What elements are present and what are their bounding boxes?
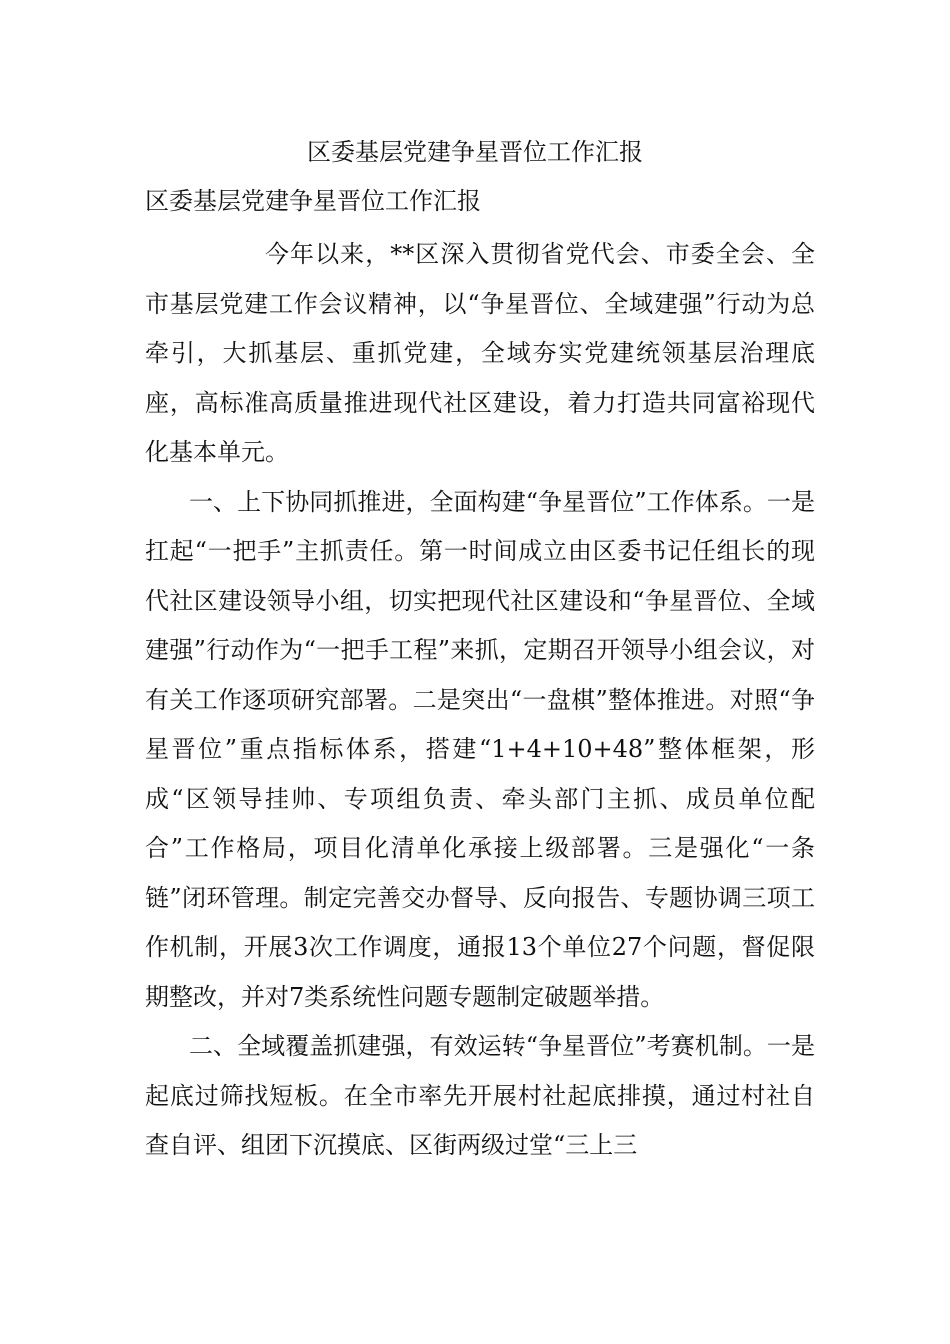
document-body [145, 230, 815, 1171]
document-subtitle: 区委基层党建争星晋位工作汇报 [145, 187, 481, 215]
paragraph-section-two: 二、全域覆盖抓建强，有效运转“争星晋位”考赛机制。一是起底过筛找短板。在全市率先开展村社起底排摸，通过村社自查自评、组团下沉摸底、区街两级过堂“三上三 [145, 1032, 815, 1159]
paragraph-section-one: 一、上下协同抓推进，全面构建“争星晋位”工作体系。一是扛起“一把手”主抓责任。第一时间成立由区委书记任组长的现代社区建设领导小组，切实把现代社区建设和“争星晋位、全域建强”行动作为“一把手工程”来抓，定期召开领导小组会议，对有关工作逐项研究部署。二是突出“一盘棋”整体推进。对照“争星晋位”重点指标体系，搭建“1+4+10+48”整体框架，形成“区领导挂帅、专项组负责、牵头部门主抓、成员单位配合”工作格局，项目化清单化承接上级部署。三是强化“一条链”闭环管理。制定完善交办督导、反向报告、专题协调三项工作机制，开展3次工作调度，通报13个单位27个问题，督促限期整改，并对7类系统性问题专题制定破题举措。 [145, 487, 815, 1011]
document-title: 区委基层党建争星晋位工作汇报 [307, 138, 643, 166]
paragraph-intro: 今年以来，**区深入贯彻省党代会、市委全会、全市基层党建工作会议精神，以“争星晋位、全域建强”行动为总牵引，大抓基层、重抓党建，全域夯实党建统领基层治理底座，高标准高质量推进现代社区建设，着力打造共同富裕现代化基本单元。 [145, 240, 815, 466]
